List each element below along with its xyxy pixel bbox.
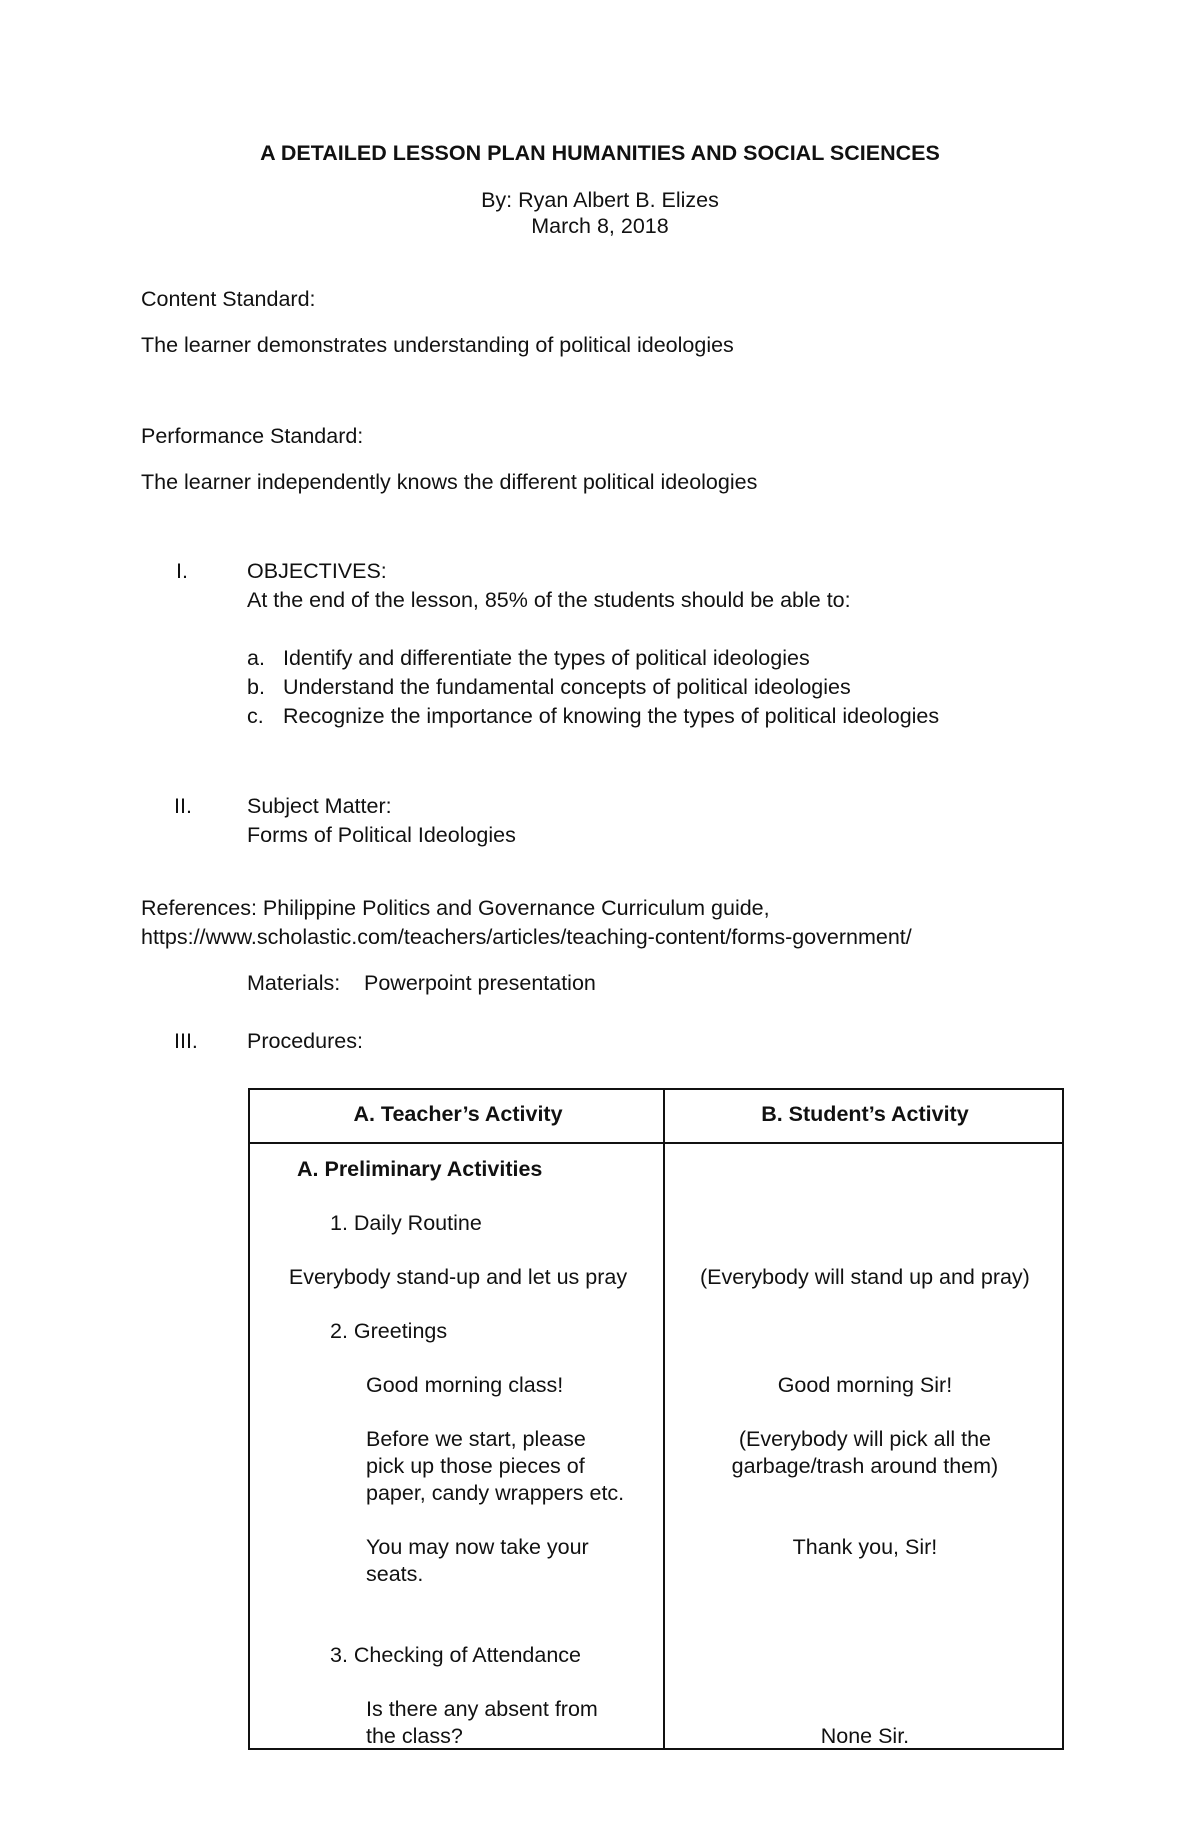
teacher-line-absent: the class? [366, 1724, 463, 1748]
student-line-greet: Good morning Sir! [777, 1373, 953, 1397]
procedures-heading: Procedures: [247, 1029, 363, 1053]
subject-matter-text: Forms of Political Ideologies [247, 823, 516, 847]
teacher-activity-cell [249, 1143, 664, 1749]
table-row [249, 1143, 1063, 1749]
student-column-header [664, 1089, 1063, 1143]
student-line-absent: None Sir. [820, 1724, 910, 1748]
procedures-table [248, 1088, 1064, 1750]
student-line-pickup: garbage/trash around them) [731, 1454, 999, 1478]
subject-matter-numeral: II. [174, 794, 192, 818]
table-header-row [249, 1089, 1063, 1143]
teacher-line-absent: Is there any absent from [366, 1697, 598, 1721]
objective-item: Understand the fundamental concepts of political ideologies [283, 675, 851, 699]
teacher-line-seats: You may now take your [366, 1535, 589, 1559]
objective-marker: c. [247, 704, 264, 728]
materials-text: Powerpoint presentation [364, 971, 596, 995]
performance-standard-text: The learner independently knows the different political ideologies [141, 470, 758, 494]
step-greetings: 2. Greetings [330, 1319, 448, 1343]
objectives-heading: OBJECTIVES: [247, 559, 387, 583]
student-column-title: B. Student’s Activity [761, 1102, 969, 1126]
content-standard-text: The learner demonstrates understanding of political ideologies [141, 333, 734, 357]
teacher-column-header [249, 1089, 664, 1143]
subject-matter-heading: Subject Matter: [247, 794, 392, 818]
teacher-line-pickup: paper, candy wrappers etc. [366, 1481, 625, 1505]
content-standard-heading: Content Standard: [141, 287, 316, 311]
objective-marker: a. [247, 646, 265, 670]
student-line-pray: (Everybody will stand up and pray) [700, 1265, 1030, 1289]
teacher-line-pickup: pick up those pieces of [366, 1454, 585, 1478]
references-line-1: References: Philippine Politics and Governance Curriculum guide, [141, 896, 770, 920]
procedures-numeral: III. [174, 1029, 198, 1053]
document-title: A DETAILED LESSON PLAN HUMANITIES AND SOCIAL SCIENCES [260, 141, 940, 165]
objective-item: Recognize the importance of knowing the types of political ideologies [283, 704, 940, 728]
teacher-line-seats: seats. [366, 1562, 424, 1586]
student-line-seats: Thank you, Sir! [792, 1535, 938, 1559]
objectives-intro: At the end of the lesson, 85% of the students should be able to: [247, 588, 851, 612]
objective-marker: b. [247, 675, 265, 699]
author-line: By: Ryan Albert B. Elizes [481, 188, 719, 212]
performance-standard-heading: Performance Standard: [141, 424, 364, 448]
materials-label: Materials: [247, 971, 341, 995]
date-line: March 8, 2018 [531, 214, 669, 238]
teacher-line-pray: Everybody stand-up and let us pray [288, 1265, 628, 1289]
teacher-column-title: A. Teacher’s Activity [353, 1102, 563, 1126]
student-activity-cell [664, 1143, 1063, 1749]
teacher-line-pickup: Before we start, please [366, 1427, 586, 1451]
section-heading: A. Preliminary Activities [297, 1157, 543, 1181]
objective-item: Identify and differentiate the types of political ideologies [283, 646, 810, 670]
objectives-numeral: I. [176, 559, 188, 583]
step-attendance: 3. Checking of Attendance [330, 1643, 582, 1667]
step-daily-routine: 1. Daily Routine [330, 1211, 482, 1235]
student-line-pickup: (Everybody will pick all the [738, 1427, 991, 1451]
teacher-line-greet: Good morning class! [366, 1373, 564, 1397]
references-url: https://www.scholastic.com/teachers/articles/teaching-content/forms-government/ [141, 925, 912, 949]
